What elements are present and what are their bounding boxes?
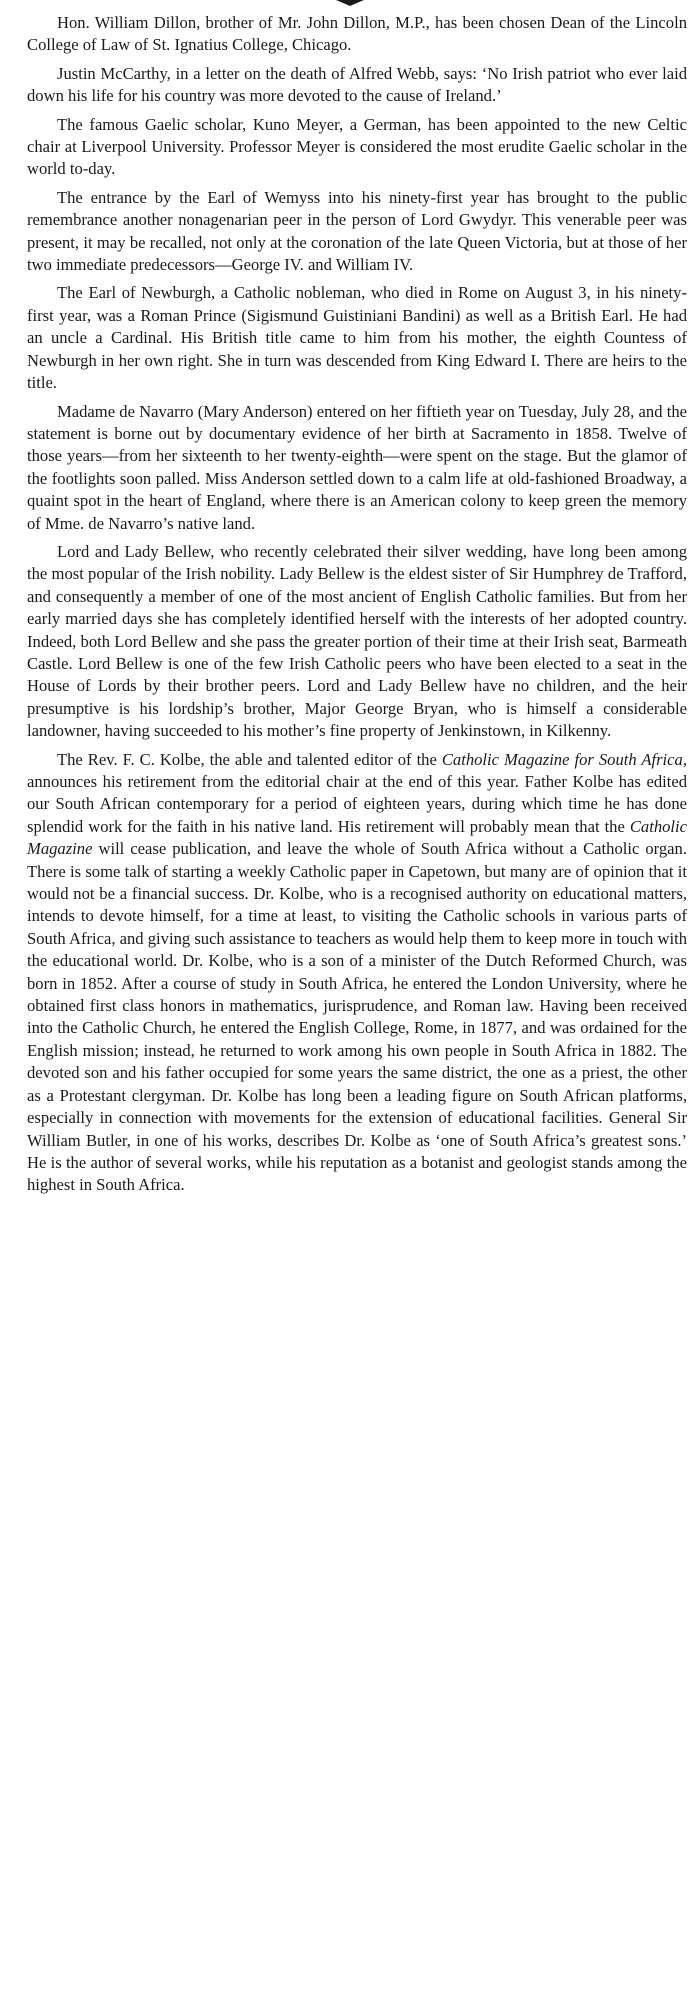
item-newburgh: The Earl of Newburgh, a Catholic nobleman, who died in Rome on August 3, in his ninety-first year, was a Roman Prince (Sigismund Guistiniani Bandini) as well as a British Earl. He had an uncle a Cardinal. His British title came to him from his mother, the eighth Countess of Newburgh in her own right. She in turn was descended from King Edward I. There are heirs to the title.: [27, 283, 687, 393]
kolbe-text-a: The Rev. F. C. Kolbe, the able and talented editor of the: [57, 749, 442, 769]
item-kuno-meyer: The famous Gaelic scholar, Kuno Meyer, a German, has been appointed to the new Celtic chair at Liverpool University. Professor Meyer is considered the most erudite Gaelic scholar in the world to-day.: [27, 114, 687, 179]
kolbe-text-b: announces his retirement from the editorial chair at the end of this year. Father Kolbe has edited our South African contemporary for a period of eighteen years, during which time he has done splendid work for the faith in his native land. His retirement will probably mean that the: [27, 772, 687, 836]
news-column: [27, 12, 687, 1203]
item-mccarthy: Justin McCarthy, in a letter on the death of Alfred Webb, says: ‘No Irish patriot who ever laid down his life for his country was more devoted to the cause of Ireland.’: [27, 63, 687, 106]
item-navarro: Madame de Navarro (Mary Anderson) entered on her fiftieth year on Tuesday, July 28, and the statement is borne out by documentary evidence of her birth at Sacramento in 1858. Twelve of those years—from her sixteenth to her twenty-eighth—were spent on the stage. But the glamor of the footlights soon palled. Miss Anderson settled down to a calm life at old-fashioned Broadway, a quaint spot in the heart of England, where there is an American colony to keep green the memory of Mme. de Navarro’s native land.: [27, 401, 687, 533]
item-dillon: Hon. William Dillon, brother of Mr. John Dillon, M.P., has been chosen Dean of the Lincoln College of Law of St. Ignatius College, Chicago.: [27, 13, 687, 55]
item-wemyss: The entrance by the Earl of Wemyss into his ninety-first year has brought to the public remembrance another nonagenarian peer in the person of Lord Gwydyr. This venerable peer was present, it may be recalled, not only at the coronation of the late Queen Victoria, but at those of her two immediate predecessors—George IV. and William IV.: [27, 187, 687, 275]
kolbe-magazine-title: Catholic Magazine for South Africa,: [441, 749, 687, 769]
kolbe-magazine-short: Catholic Magazine: [27, 816, 687, 859]
item-kolbe: [27, 749, 687, 1197]
kolbe-text-c: will cease publication, and leave the whole of South Africa without a Catholic organ. There is some talk of starting a weekly Catholic paper in Capetown, but many are of opinion that it would not be a financial success. Dr. Kolbe, who is a recognised authority on educational matters, intends to devote himself, for a time at least, to visiting the Catholic schools in various parts of South Africa, and giving such assistance to teachers as would help them to keep more in touch with the educational world. Dr. Kolbe, who is a son of a minister of the Dutch Reformed Church, was born in 1852. After a course of study in South Africa, he entered the London University, where he obtained first class honors in mathematics, jurisprudence, and Roman law. Having been received into the Catholic Church, he entered the English College, Rome, in 1877, and was ordained for the English mission; instead, he returned to work among his own people in South Africa in 1882. The devoted son and his father occupied for some years the same district, the one as a priest, the other as a Protestant clergyman. Dr. Kolbe has long been a leading figure on South African platforms, especially in connection with movements for the extension of educational facilities. General Sir William Butler, in one of his works, describes Dr. Kolbe as ‘one of South Africa’s greatest sons.’ He is the author of several works, while his reputation as a botanist and geologist stands among the highest in South Africa.: [27, 839, 687, 1195]
item-bellew: Lord and Lady Bellew, who recently celebrated their silver wedding, have long been among the most popular of the Irish nobility. Lady Bellew is the eldest sister of Sir Humphrey de Trafford, and consequently a member of one of the most ancient of English Catholic families. But from her early married days she has completely identified herself with the interests of her adopted country. Indeed, both Lord Bellew and she pass the greater portion of their time at their Irish seat, Barmeath Castle. Lord Bellew is one of the few Irish Catholic peers who have been elected to a seat in the House of Lords by their brother peers. Lord and Lady Bellew have no children, and the heir presumptive is his lordship’s brother, Major George Bryan, who is himself a considerable landowner, having succeeded to his mother’s fine property of Jenkinstown, in Kilkenny.: [27, 541, 687, 741]
header-ornament: [336, 0, 364, 6]
